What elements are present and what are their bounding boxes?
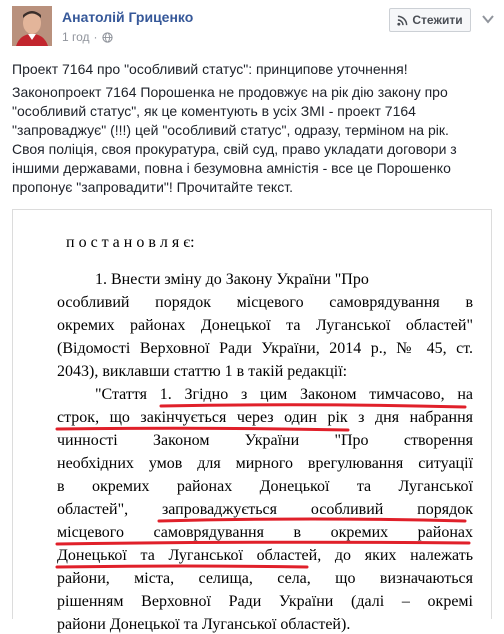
document-line: в окремих районах Донецької та Луганської (57, 478, 473, 495)
document-image[interactable] (12, 209, 492, 633)
red-underline (161, 405, 465, 407)
document-line: райони, міста, селища, села, що визначаються (57, 570, 473, 587)
document-line: рішенням Верховної Ради України (далі – окремі (57, 593, 473, 610)
globe-icon (102, 32, 113, 43)
post-body-line: Своя поліція, своя прокуратура, свій суд, право укладати договори з (12, 141, 457, 157)
post-title: Проект 7164 про "особливий статус": принципове уточнення! (12, 61, 408, 77)
timestamp[interactable]: 1 год (62, 30, 90, 44)
post-body-line: пропонує "запровадити"! Прочитайте текст. (12, 179, 293, 195)
follow-button-label: Стежити (412, 13, 463, 27)
document-line: 2043), виклавши статтю 1 в такій редакції: (57, 363, 348, 380)
document-line: особливий порядок місцевого самоврядування в (57, 294, 473, 311)
document-line: Донецької та Луганської областей, до яких належать (57, 547, 473, 564)
post-body-line: іншими державами, повна і безумовна амністія - все це Порошенко (12, 160, 451, 176)
document-line: "Стаття 1. Згідно з цим Законом тимчасово, на (95, 386, 473, 403)
post-meta: 1 год · (62, 30, 113, 44)
post-body-line: "особливий статус", як це коментують в усіх ЗМІ - проект 7164 (12, 103, 416, 119)
document-line: необхідних умов для мирного врегулювання ситуації (57, 455, 473, 472)
red-underlines (13, 210, 493, 620)
red-underline (57, 542, 469, 544)
document-line: окремих районах Донецької та Луганської областей" (57, 317, 473, 334)
post-header (0, 0, 504, 52)
document-line: 1. Внести зміну до Закону України "Про (95, 271, 369, 288)
red-underline (57, 428, 348, 430)
follow-button[interactable] (389, 8, 471, 32)
rss-icon (397, 15, 408, 26)
document-line: областей", запроваджується особливий порядок (57, 501, 473, 518)
post-body-line: Законопроект 7164 Порошенка не продовжує на рік дію закону про (12, 84, 448, 100)
post-body (12, 83, 492, 197)
document-line: райони Донецької та Луганської областей). (57, 616, 351, 633)
author-name[interactable]: Анатолій Гриценко (62, 9, 194, 25)
document-line: строк, що закінчується через один рік з дня набрання (57, 409, 473, 426)
document-line: місцевого самоврядування в окремих районах (57, 524, 473, 541)
avatar[interactable] (12, 6, 52, 46)
red-underline (159, 519, 465, 521)
document-line: чинності Законом України "Про створення (57, 432, 473, 449)
document-line: (Відомості Верховної Ради України, 2014 р., № 45, ст. (57, 340, 473, 357)
post-body-line: "запроваджує" (!!!) цей "особливий статус", одразу, терміном на рік. (12, 122, 449, 138)
document-heading: п о с т а н о в л я є: (66, 234, 195, 251)
red-underline (57, 566, 307, 567)
chevron-down-icon[interactable] (480, 12, 496, 26)
